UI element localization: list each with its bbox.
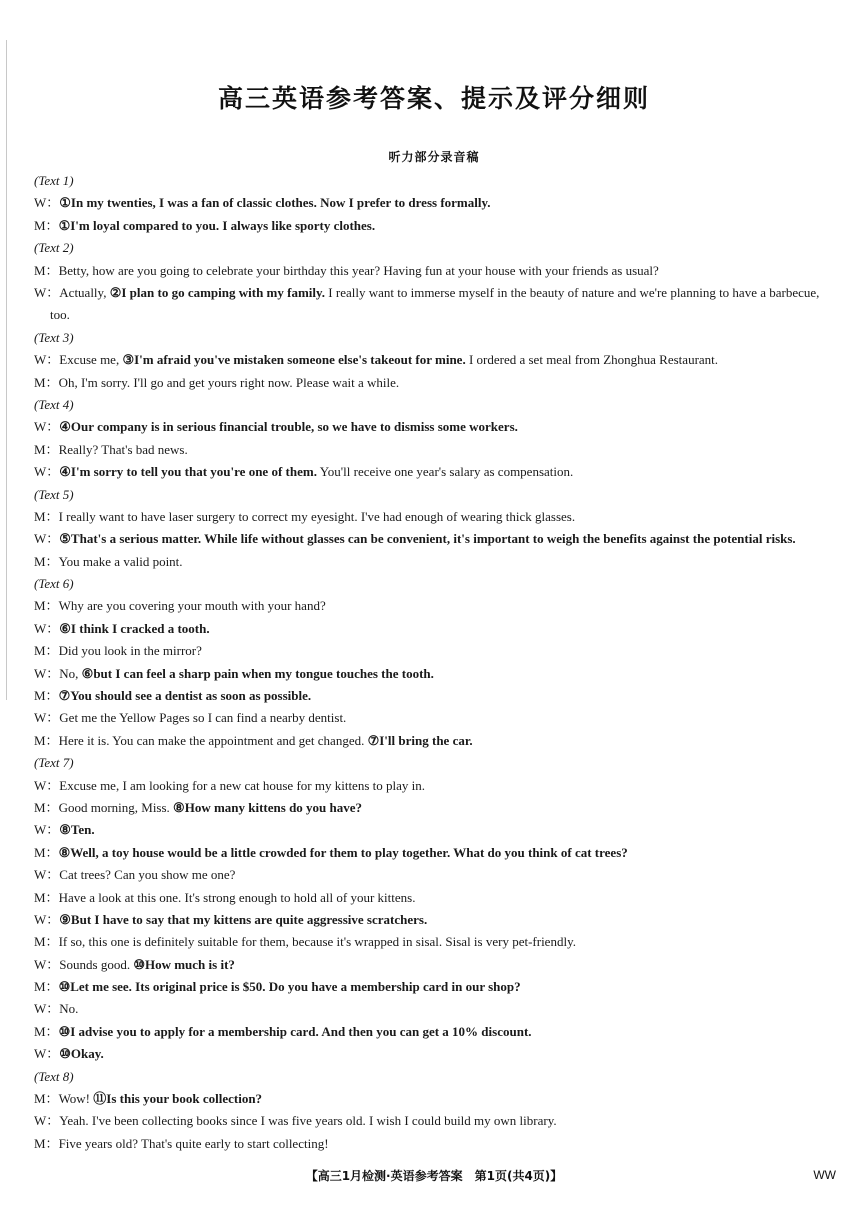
text-section-label: [34, 327, 840, 349]
dialogue-line: [34, 506, 840, 528]
speaker-label: M：: [34, 732, 59, 748]
section-label-text: (Text 5): [34, 486, 74, 502]
speaker-label: M：: [34, 688, 59, 704]
section-label-text: (Text 3): [34, 329, 74, 345]
speaker-label: W：: [34, 1113, 60, 1129]
answer-key-text: ④Our company is in serious financial trouble, so we have to dismiss some workers.: [59, 419, 518, 435]
speaker-label: M：: [34, 889, 59, 905]
scan-edge-line: [6, 40, 7, 700]
dialogue-line: [34, 640, 840, 662]
speaker-label: M：: [34, 441, 59, 457]
answer-key-text: ⑩Okay.: [59, 1046, 104, 1062]
dialogue-text: Did you look in the mirror?: [58, 643, 202, 659]
dialogue-line: [34, 819, 840, 841]
speaker-label: M：: [34, 374, 59, 390]
page-title: 高三英语参考答案、提示及评分细则: [217, 84, 650, 113]
speaker-label: W：: [34, 956, 60, 972]
dialogue-text: Excuse me, I am looking for a new cat house for my kittens to play in.: [59, 777, 425, 793]
speaker-label: M：: [34, 934, 59, 950]
speaker-label: M：: [34, 262, 59, 278]
answer-key-text: ⑩I advise you to apply for a membership card. And then you can get a 10% discount.: [58, 1023, 532, 1039]
dialogue-line: [34, 215, 840, 237]
answer-key-text: ①In my twenties, I was a fan of classic clothes. Now I prefer to dress formally.: [59, 195, 491, 211]
speaker-label: M：: [34, 643, 59, 659]
dialogue-text: If so, this one is definitely suitable for them, because it's wrapped in sisal. Sisal is very pet-friendly.: [58, 934, 576, 950]
speaker-label: M：: [34, 979, 59, 995]
dialogue-line: [34, 998, 840, 1020]
answer-key-text: ⑥but I can feel a sharp pain when my tongue touches the tooth.: [81, 665, 434, 681]
dialogue-line: [34, 551, 840, 573]
dialogue-line: [34, 416, 840, 438]
dialogue-line: [34, 439, 840, 461]
dialogue-text: Get me the Yellow Pages so I can find a nearby dentist.: [59, 710, 347, 726]
dialogue-text: Yeah. I've been collecting books since I was five years old. I wish I could build my own library.: [59, 1113, 557, 1129]
dialogue-text: Excuse me,: [59, 352, 123, 368]
dialogue-text: I really want to immerse myself in the beauty of nature and we're planning to have a barbecue, too.: [50, 284, 820, 323]
text-section-label: [34, 573, 840, 595]
section-label-text: (Text 2): [34, 240, 74, 256]
answer-key-text: ②I plan to go camping with my family.: [109, 284, 326, 300]
speaker-label: W：: [34, 620, 60, 636]
dialogue-line: [34, 595, 840, 617]
page-footer: 【高三1月检测·英语参考答案 第1页(共4页)】: [305, 1169, 563, 1183]
section-label-text: (Text 1): [34, 173, 74, 188]
dialogue-text: Sounds good.: [59, 956, 134, 972]
dialogue-line: [34, 1133, 840, 1155]
dialogue-line: [34, 1043, 840, 1065]
answer-key-text: ⑧Ten.: [59, 822, 95, 838]
dialogue-line: [34, 260, 840, 282]
answer-key-text: ⑥I think I cracked a tooth.: [59, 620, 210, 636]
speaker-label: W：: [34, 352, 60, 368]
text-section-label: [34, 237, 840, 259]
speaker-label: W：: [34, 531, 60, 547]
text-section-label: [34, 752, 840, 774]
answer-key-text: ⑩How much is it?: [133, 956, 235, 972]
answer-key-text: ⑧Well, a toy house would be a little crowded for them to play together. What do you think of cat trees?: [58, 844, 628, 860]
speaker-label: W：: [34, 777, 60, 793]
speaker-label: W：: [34, 911, 60, 927]
answer-key-text: ④I'm sorry to tell you that you're one of them.: [59, 464, 317, 480]
dialogue-line: [34, 192, 840, 214]
section-label-text: (Text 7): [34, 755, 74, 771]
text-section-label: [34, 484, 840, 506]
dialogue-text: Have a look at this one. It's strong enough to hold all of your kittens.: [58, 889, 416, 905]
section-subtitle: 听力部分录音稿: [388, 150, 480, 164]
text-section-label: [34, 1066, 840, 1088]
answer-key-text: ⑨But I have to say that my kittens are quite aggressive scratchers.: [59, 911, 428, 927]
speaker-label: M：: [34, 553, 59, 569]
dialogue-line: [34, 1088, 840, 1110]
speaker-label: W：: [34, 822, 60, 838]
text-section-label: [34, 394, 840, 416]
dialogue-line: [34, 954, 840, 976]
dialogue-line: [34, 1021, 840, 1043]
dialogue-text: Cat trees? Can you show me one?: [59, 867, 236, 883]
answer-key-text: ⑦You should see a dentist as soon as possible.: [58, 688, 312, 704]
speaker-label: M：: [34, 598, 59, 614]
dialogue-line: [34, 349, 840, 371]
dialogue-text: Here it is. You can make the appointment and get changed.: [58, 732, 368, 748]
dialogue-text: You make a valid point.: [58, 553, 183, 569]
dialogue-line: [34, 685, 840, 707]
speaker-label: W：: [34, 284, 60, 300]
dialogue-text: Betty, how are you going to celebrate your birthday this year? Having fun at your house with your friends as usual?: [58, 262, 659, 278]
answer-key-text: ①I'm loyal compared to you. I always like sporty clothes.: [58, 217, 376, 233]
answer-key-text: ⑪Is this your book collection?: [93, 1091, 263, 1107]
dialogue-line: [34, 282, 840, 327]
dialogue-text: No.: [59, 1001, 79, 1017]
speaker-label: W：: [34, 1046, 60, 1062]
dialogue-line: [34, 976, 840, 998]
dialogue-text: Wow!: [58, 1091, 94, 1107]
speaker-label: M：: [34, 1091, 59, 1107]
dialogue-text: Good morning, Miss.: [58, 799, 174, 815]
speaker-label: M：: [34, 1023, 59, 1039]
speaker-label: W：: [34, 195, 60, 211]
dialogue-line: [34, 528, 840, 550]
dialogue-line: [34, 372, 840, 394]
speaker-label: W：: [34, 419, 60, 435]
speaker-label: W：: [34, 867, 60, 883]
answer-key-text: ③I'm afraid you've mistaken someone else's takeout for mine.: [122, 352, 466, 368]
text-section-label: [34, 170, 840, 192]
footer-code: WW: [813, 1168, 836, 1182]
dialogue-text: Five years old? That's quite early to start collecting!: [58, 1135, 329, 1151]
speaker-label: M：: [34, 844, 59, 860]
dialogue-line: [34, 887, 840, 909]
dialogue-line: [34, 618, 840, 640]
dialogue-text: I really want to have laser surgery to correct my eyesight. I've had enough of wearing thick glasses.: [58, 508, 576, 524]
dialogue-text: I ordered a set meal from Zhonghua Restaurant.: [465, 352, 719, 368]
section-label-text: (Text 6): [34, 576, 74, 592]
answer-key-text: ⑩Let me see. Its original price is $50. Do you have a membership card in our shop?: [58, 979, 521, 995]
transcript-body: [34, 170, 840, 1155]
section-label-text: (Text 8): [34, 1068, 74, 1084]
dialogue-text: Why are you covering your mouth with your hand?: [58, 598, 326, 614]
speaker-label: W：: [34, 1001, 60, 1017]
section-label-text: (Text 4): [34, 396, 74, 412]
speaker-label: W：: [34, 665, 60, 681]
dialogue-line: [34, 663, 840, 685]
dialogue-line: [34, 1110, 840, 1132]
answer-key-text: ⑤That's a serious matter. While life without glasses can be convenient, it's important to weigh the benefits against the potential risks.: [59, 531, 796, 547]
dialogue-line: [34, 842, 840, 864]
dialogue-line: [34, 931, 840, 953]
speaker-label: M：: [34, 1135, 59, 1151]
dialogue-text: Actually,: [59, 284, 110, 300]
answer-key-text: ⑦I'll bring the car.: [367, 732, 473, 748]
dialogue-text: Really? That's bad news.: [58, 441, 188, 457]
dialogue-line: [34, 909, 840, 931]
dialogue-line: [34, 707, 840, 729]
dialogue-line: [34, 730, 840, 752]
speaker-label: M：: [34, 217, 59, 233]
answer-key-text: ⑧How many kittens do you have?: [173, 799, 363, 815]
dialogue-text: You'll receive one year's salary as compensation.: [316, 464, 574, 480]
speaker-label: W：: [34, 464, 60, 480]
dialogue-line: [34, 864, 840, 886]
dialogue-line: [34, 461, 840, 483]
dialogue-line: [34, 775, 840, 797]
speaker-label: W：: [34, 710, 60, 726]
dialogue-text: No,: [59, 665, 82, 681]
speaker-label: M：: [34, 508, 59, 524]
dialogue-text: Oh, I'm sorry. I'll go and get yours right now. Please wait a while.: [58, 374, 400, 390]
speaker-label: M：: [34, 799, 59, 815]
dialogue-line: [34, 797, 840, 819]
